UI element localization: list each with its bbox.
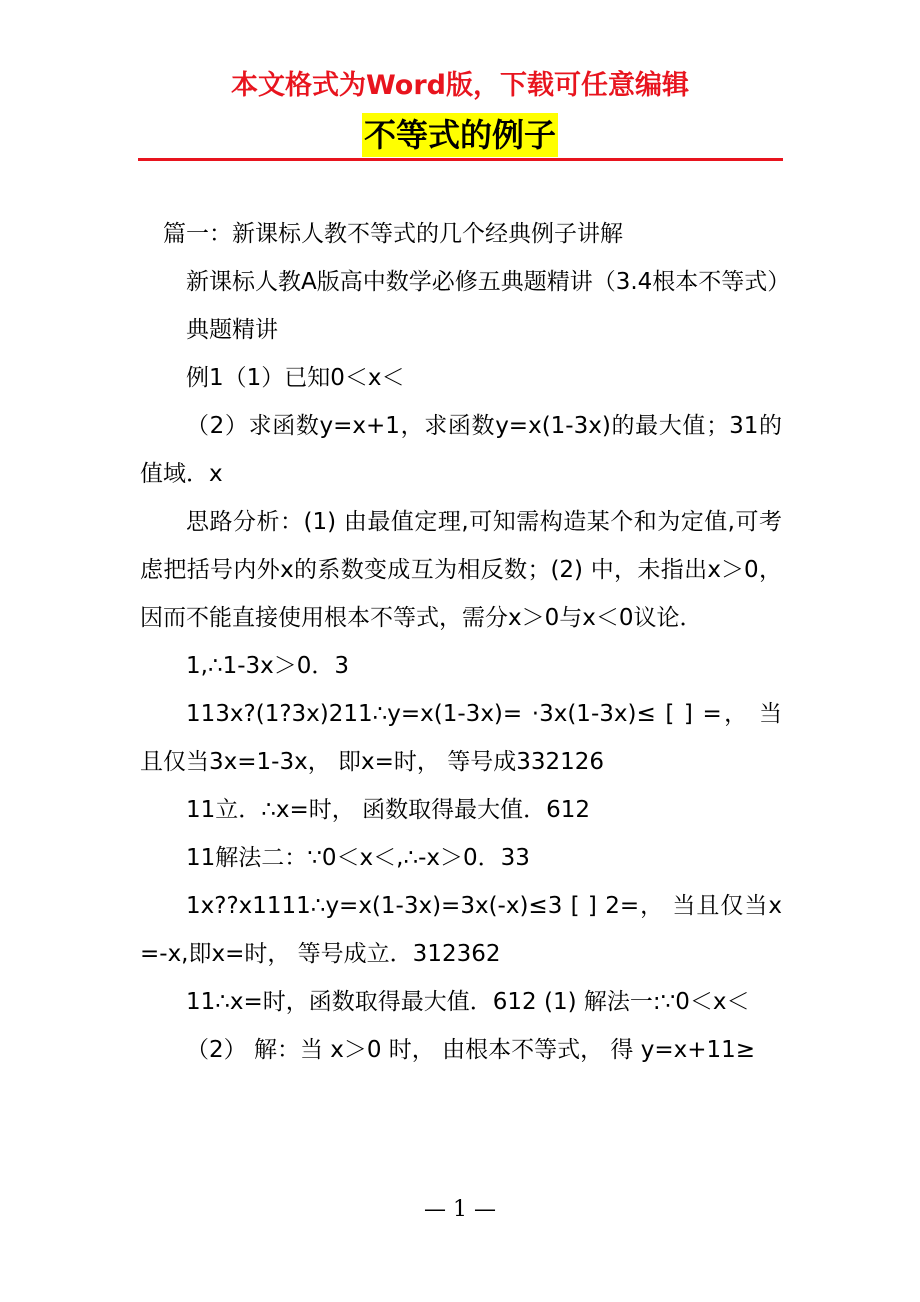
header-divider <box>138 158 783 161</box>
paragraph-method-2-step: 1x??x1111∴y=x(1-3x)=3x(-x)≤3 [ ] 2=， 当且仅当x=-x,即x=时， 等号成立．312362 <box>140 893 782 967</box>
paragraph-subtitle: 新课标人教A版高中数学必修五典题精讲（3.4根本不等式） <box>186 269 791 295</box>
paragraph-example-1: 例1（1）已知0＜x＜ <box>186 365 405 391</box>
paragraph-step-2: 113x?(1?3x)211∴y=x(1-3x)= ·3x(1-3x)≤ [ ] =， 当且仅当3x=1-3x， 即x=时， 等号成332126 <box>140 701 782 775</box>
paragraph-method-2: 11解法二：∵0＜x＜,∴-x＞0．33 <box>186 845 530 871</box>
paragraph-step-3: 11立．∴x=时， 函数取得最大值．612 <box>186 797 590 823</box>
paragraph-heading-dianti: 典题精讲 <box>186 317 278 343</box>
paragraph-method-2-result: 11∴x=时，函数取得最大值．612 (1) 解法一:∵0＜x＜ <box>186 989 750 1015</box>
paragraph-example-1-part-2: （2）求函数y=x+1，求函数y=x(1-3x)的最大值；31的值域．x <box>140 413 782 487</box>
paragraph-section-heading: 篇一：新课标人教不等式的几个经典例子讲解 <box>163 221 623 247</box>
paragraph-part-2-solution: （2） 解：当 x＞0 时， 由根本不等式， 得 y=x+11≥ <box>186 1037 756 1063</box>
title-container <box>0 113 920 157</box>
page-number: — 1 — <box>424 1197 496 1222</box>
document-body <box>140 210 791 1074</box>
format-notice-banner: 本文格式为Word版，下载可任意编辑 <box>230 70 689 101</box>
paragraph-analysis: 思路分析：(1) 由最值定理,可知需构造某个和为定值,可考虑把括号内外x的系数变成互为相反数；(2) 中，未指出x＞0，因而不能直接使用根本不等式，需分x＞0与x＜0议论． <box>140 509 782 631</box>
document-title: 不等式的例子 <box>362 113 558 157</box>
paragraph-step-1: 1,∴1-3x＞0．3 <box>186 653 350 679</box>
